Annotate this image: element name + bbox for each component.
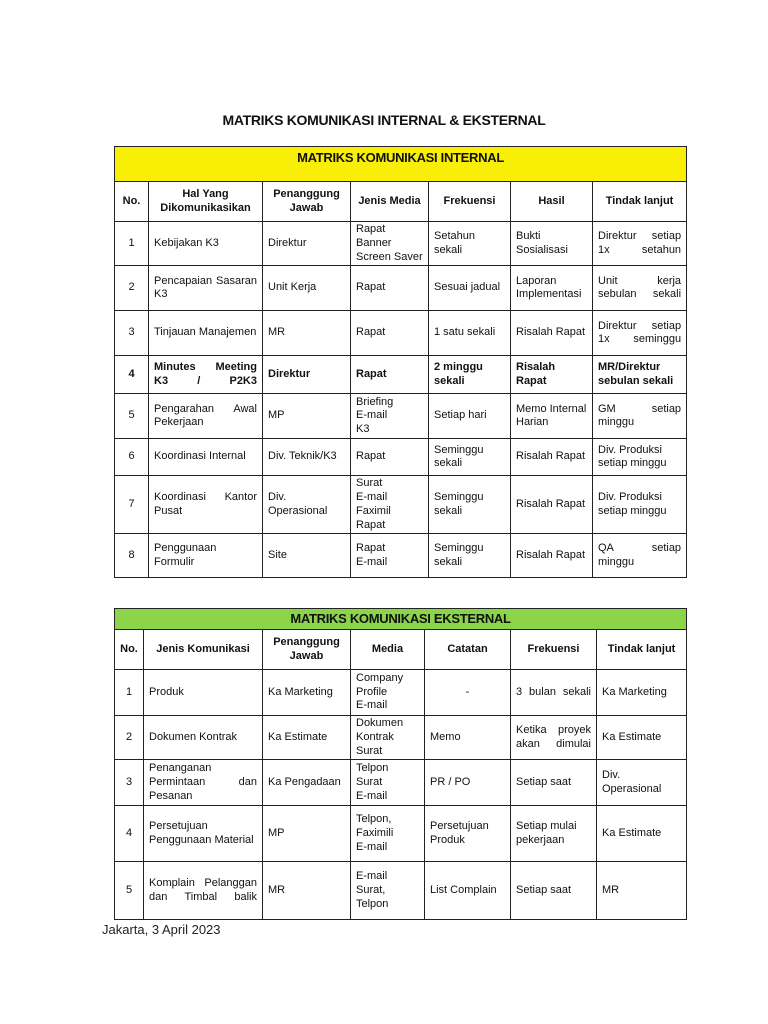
cell-penanggung-jawab: Site xyxy=(263,534,351,578)
cell-penanggung-jawab: MR xyxy=(263,862,351,920)
cell-jenis-media xyxy=(351,311,429,356)
external-title-row xyxy=(115,609,687,630)
cell-catatan: - xyxy=(425,670,511,716)
cell-hasil: Risalah Rapat xyxy=(511,311,593,356)
cell-no: 8 xyxy=(115,534,149,578)
table-row xyxy=(115,760,687,806)
media-line: Briefing xyxy=(356,395,394,408)
media-line: Telpon, xyxy=(356,813,392,826)
column-header-penanggung-jawab: Penanggung Jawab xyxy=(263,182,351,222)
cell-no: 5 xyxy=(115,862,144,920)
column-header-hal: Hal Yang Dikomunikasikan xyxy=(149,182,263,222)
cell-hasil: Risalah Rapat xyxy=(511,534,593,578)
cell-frekuensi: 3 bulan sekali xyxy=(511,670,597,716)
cell-penanggung-jawab: MR xyxy=(263,311,351,356)
table-row xyxy=(115,806,687,862)
table-row xyxy=(115,716,687,760)
cell-frekuensi: Setiap hari xyxy=(429,394,511,439)
cell-penanggung-jawab: Direktur xyxy=(263,356,351,394)
cell-tindak-lanjut: GM setiap minggu xyxy=(593,394,687,439)
external-header-row xyxy=(115,630,687,670)
media-line: Rapat xyxy=(356,281,386,294)
cell-no: 1 xyxy=(115,222,149,266)
media-line: Faximil xyxy=(356,504,391,517)
cell-frekuensi: Seminggu sekali xyxy=(429,476,511,534)
cell-jenis-komunikasi: Produk xyxy=(144,670,263,716)
cell-penanggung-jawab: Unit Kerja xyxy=(263,266,351,311)
cell-hasil: Memo Internal Harian xyxy=(511,394,593,439)
cell-jenis-media xyxy=(351,394,429,439)
media-line: Telpon xyxy=(356,897,389,910)
column-header-hasil: Hasil xyxy=(511,182,593,222)
media-line: E-mail xyxy=(356,491,388,503)
cell-catatan: Memo xyxy=(425,716,511,760)
cell-tindak-lanjut: Unit kerja sebulan sekali xyxy=(593,266,687,311)
cell-hasil: Risalah Rapat xyxy=(511,439,593,476)
cell-frekuensi: Seminggu sekali xyxy=(429,439,511,476)
column-header-jenis-media: Jenis Media xyxy=(351,182,429,222)
media-line: Rapat xyxy=(356,518,386,531)
cell-no: 7 xyxy=(115,476,149,534)
column-header-no: No. xyxy=(115,182,149,222)
media-line: E-mail xyxy=(356,870,388,883)
media-line: Profile xyxy=(356,685,388,698)
cell-jenis-media xyxy=(351,266,429,311)
cell-frekuensi: Sesuai jadual xyxy=(429,266,511,311)
document-title: MATRIKS KOMUNIKASI INTERNAL & EKSTERNAL xyxy=(222,112,546,128)
cell-hal: Koordinasi Internal xyxy=(149,439,263,476)
media-line: Rapat xyxy=(356,223,386,235)
cell-jenis-media xyxy=(351,439,429,476)
media-line: E-mail xyxy=(356,699,388,712)
column-header-no: No. xyxy=(115,630,144,670)
cell-jenis-media xyxy=(351,534,429,578)
column-header-tindak-lanjut: Tindak lanjut xyxy=(597,630,687,670)
media-line: Faximili xyxy=(356,826,394,839)
cell-frekuensi: Setiap mulai pekerjaan xyxy=(511,806,597,862)
media-line: E-mail xyxy=(356,409,388,422)
cell-tindak-lanjut: Div. Produksi setiap minggu xyxy=(593,439,687,476)
cell-jenis-media xyxy=(351,356,429,394)
cell-tindak-lanjut: Div. Produksi setiap minggu xyxy=(593,476,687,534)
external-communication-table xyxy=(114,608,687,920)
column-header-frekuensi: Frekuensi xyxy=(429,182,511,222)
column-header-media: Media xyxy=(351,630,425,670)
table-row xyxy=(115,862,687,920)
internal-communication-table xyxy=(114,146,687,578)
media-line: Kontrak xyxy=(356,730,394,743)
cell-jenis-media xyxy=(351,222,429,266)
media-line: Banner xyxy=(356,236,392,249)
table-row xyxy=(115,311,687,356)
media-line: E-mail xyxy=(356,789,388,802)
cell-frekuensi: Seminggu sekali xyxy=(429,534,511,578)
cell-media xyxy=(351,862,425,920)
cell-catatan: PR / PO xyxy=(425,760,511,806)
table-row xyxy=(115,266,687,311)
cell-hal: Minutes Meeting K3 / P2K3 xyxy=(149,356,263,394)
cell-catatan: Persetujuan Produk xyxy=(425,806,511,862)
cell-frekuensi: 1 satu sekali xyxy=(429,311,511,356)
cell-no: 2 xyxy=(115,716,144,760)
cell-frekuensi: 2 minggu sekali xyxy=(429,356,511,394)
cell-hal: Koordinasi Kantor Pusat xyxy=(149,476,263,534)
cell-no: 4 xyxy=(115,806,144,862)
cell-hal: Tinjauan Manajemen xyxy=(149,311,263,356)
media-line: Rapat xyxy=(356,367,387,380)
cell-jenis-media xyxy=(351,476,429,534)
cell-media xyxy=(351,670,425,716)
cell-no: 3 xyxy=(115,311,149,356)
cell-media xyxy=(351,760,425,806)
media-line: Rapat xyxy=(356,326,386,339)
cell-penanggung-jawab: Div. Operasional xyxy=(263,476,351,534)
cell-tindak-lanjut: Ka Marketing xyxy=(597,670,687,716)
column-header-catatan: Catatan xyxy=(425,630,511,670)
cell-hal: Pencapaian Sasaran K3 xyxy=(149,266,263,311)
cell-tindak-lanjut: Ka Estimate xyxy=(597,806,687,862)
cell-tindak-lanjut: Ka Estimate xyxy=(597,716,687,760)
external-table-title: MATRIKS KOMUNIKASI EKSTERNAL xyxy=(115,609,687,630)
internal-title-row xyxy=(115,147,687,182)
cell-penanggung-jawab: MP xyxy=(263,394,351,439)
cell-hal: Kebijakan K3 xyxy=(149,222,263,266)
internal-header-row xyxy=(115,182,687,222)
media-line: Rapat xyxy=(356,542,386,554)
cell-jenis-komunikasi: Penanganan Permintaan dan Pesanan xyxy=(144,760,263,806)
column-header-jenis-komunikasi: Jenis Komunikasi xyxy=(144,630,263,670)
cell-no: 1 xyxy=(115,670,144,716)
cell-media xyxy=(351,716,425,760)
cell-tindak-lanjut: Direktur setiap 1x setahun xyxy=(593,222,687,266)
cell-catatan: List Complain xyxy=(425,862,511,920)
cell-media xyxy=(351,806,425,862)
media-line: E-mail xyxy=(356,555,388,568)
cell-hal: Pengarahan Awal Pekerjaan xyxy=(149,394,263,439)
cell-jenis-komunikasi: Dokumen Kontrak xyxy=(144,716,263,760)
cell-hasil: Bukti Sosialisasi xyxy=(511,222,593,266)
table-row xyxy=(115,394,687,439)
cell-tindak-lanjut: Direktur setiap 1x seminggu xyxy=(593,311,687,356)
cell-frekuensi: Setiap saat xyxy=(511,760,597,806)
table-row xyxy=(115,439,687,476)
column-header-frekuensi: Frekuensi xyxy=(511,630,597,670)
media-line: K3 xyxy=(356,423,370,436)
cell-penanggung-jawab: Ka Estimate xyxy=(263,716,351,760)
cell-hasil: Laporan Implementasi xyxy=(511,266,593,311)
cell-penanggung-jawab: Ka Marketing xyxy=(263,670,351,716)
cell-tindak-lanjut: MR xyxy=(597,862,687,920)
cell-jenis-komunikasi: Komplain Pelanggan dan Timbal balik xyxy=(144,862,263,920)
cell-penanggung-jawab: Div. Teknik/K3 xyxy=(263,439,351,476)
table-row xyxy=(115,476,687,534)
cell-no: 6 xyxy=(115,439,149,476)
media-line: Telpon xyxy=(356,762,389,775)
media-line: Screen Saver xyxy=(356,250,423,263)
media-line: E-mail xyxy=(356,840,388,853)
table-row xyxy=(115,534,687,578)
media-line: Surat xyxy=(356,477,383,490)
cell-tindak-lanjut: QA setiap minggu xyxy=(593,534,687,578)
cell-tindak-lanjut: MR/Direktur sebulan sekali xyxy=(593,356,687,394)
column-header-tindak-lanjut: Tindak lanjut xyxy=(593,182,687,222)
media-line: Surat, xyxy=(356,883,386,896)
cell-frekuensi: Ketika proyek akan dimulai xyxy=(511,716,597,760)
internal-table-title: MATRIKS KOMUNIKASI INTERNAL xyxy=(115,147,687,182)
cell-no: 5 xyxy=(115,394,149,439)
media-line: Company xyxy=(356,671,404,684)
cell-no: 4 xyxy=(115,356,149,394)
cell-tindak-lanjut: Div. Operasional xyxy=(597,760,687,806)
cell-no: 2 xyxy=(115,266,149,311)
column-header-penanggung-jawab: Penanggung Jawab xyxy=(263,630,351,670)
cell-jenis-komunikasi: Persetujuan Penggunaan Material xyxy=(144,806,263,862)
media-line: Rapat xyxy=(356,450,386,463)
cell-hal: Penggunaan Formulir xyxy=(149,534,263,578)
cell-penanggung-jawab: MP xyxy=(263,806,351,862)
cell-frekuensi: Setiap saat xyxy=(511,862,597,920)
cell-penanggung-jawab: Ka Pengadaan xyxy=(263,760,351,806)
cell-hasil: Risalah Rapat xyxy=(511,476,593,534)
table-row xyxy=(115,356,687,394)
media-line: Surat xyxy=(356,744,383,757)
cell-frekuensi: Setahun sekali xyxy=(429,222,511,266)
table-row xyxy=(115,670,687,716)
document-footer-date: Jakarta, 3 April 2023 xyxy=(102,922,221,937)
cell-penanggung-jawab: Direktur xyxy=(263,222,351,266)
table-row xyxy=(115,222,687,266)
media-line: Dokumen xyxy=(356,717,404,729)
cell-no: 3 xyxy=(115,760,144,806)
media-line: Surat xyxy=(356,775,383,788)
cell-hasil: Risalah Rapat xyxy=(511,356,593,394)
